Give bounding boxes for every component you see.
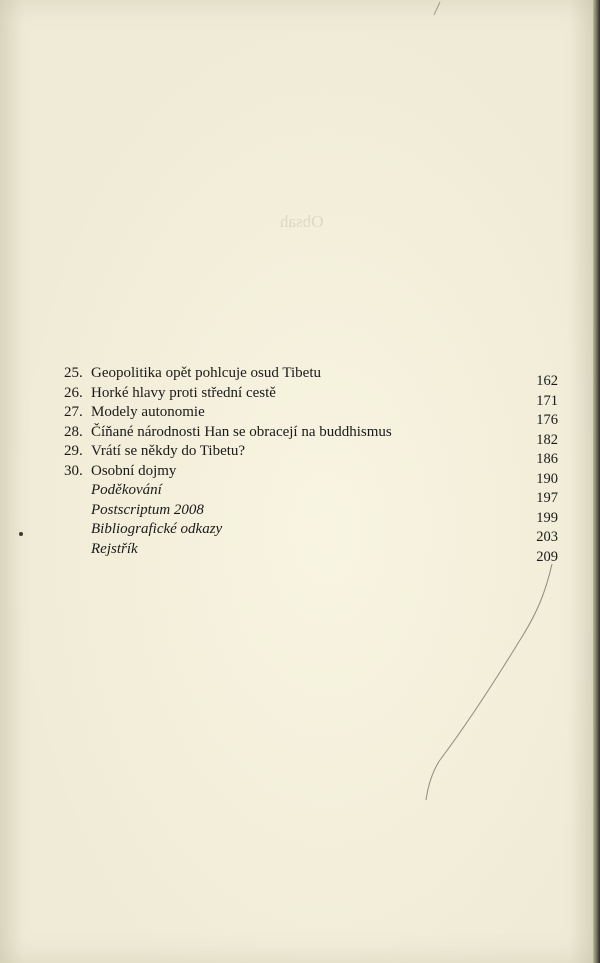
toc-entry-title: Modely autonomie (91, 404, 205, 420)
toc-entry-page: 162 (536, 373, 558, 389)
toc-entry-title: Horké hlavy proti střední cestě (91, 384, 276, 401)
toc-entry-number: 26. (64, 384, 83, 401)
toc-entry-page: 186 (536, 451, 558, 467)
toc-entry-title: Vrátí se někdy do Tibetu? (91, 443, 246, 459)
toc-entry-page: 209 (536, 548, 558, 565)
toc-entry-number: 25. (64, 365, 83, 381)
toc-entry-title: Postscriptum 2008 (91, 501, 204, 518)
toc-entry-number: 28. (64, 423, 83, 440)
toc-entry-page: 171 (536, 392, 558, 409)
toc-entry-page: 190 (536, 470, 558, 487)
toc-entry-page: 182 (536, 431, 558, 448)
toc-entry-title: Poděkování (91, 482, 162, 498)
toc-entry-title: Osobní dojmy (91, 462, 177, 479)
toc-entry-page: 197 (536, 490, 558, 506)
show-through-heading: Obsah (280, 212, 324, 231)
toc-entry-page: 199 (536, 509, 558, 526)
toc-entry-number: 27. (64, 404, 83, 420)
page-edge-shadow (593, 0, 600, 963)
toc-entry-title: Bibliografické odkazy (91, 521, 223, 537)
toc-entry-number: 29. (64, 443, 83, 459)
toc-entry-page: 176 (536, 412, 558, 428)
toc-entry-title: Geopolitika opět pohlcuje osud Tibetu (91, 365, 321, 381)
toc-entry-number: 30. (64, 462, 83, 479)
toc-entry-title: Číňané národnosti Han se obracejí na buddhismus (91, 423, 392, 440)
toc-entry-title: Rejstřík (91, 540, 138, 557)
toc-entry-page: 203 (536, 529, 558, 545)
